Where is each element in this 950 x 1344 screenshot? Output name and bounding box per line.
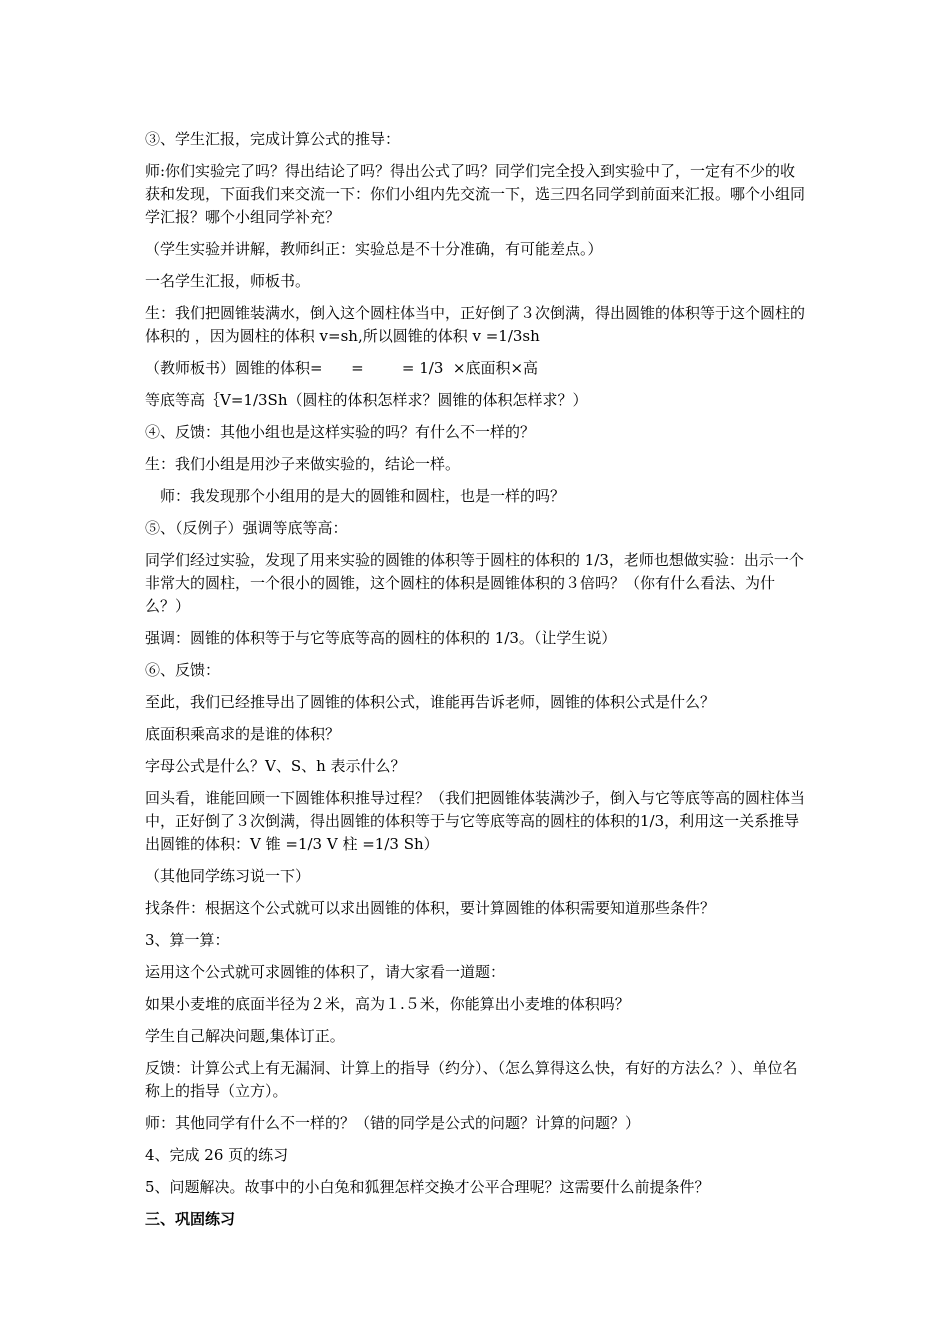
- paragraph-equal-base-height: 等底等高｛V=1/3Sh（圆柱的体积怎样求？圆锥的体积怎样求？）: [145, 391, 588, 409]
- paragraph-sand-experiment: 生：我们小组是用沙子来做实验的，结论一样。: [145, 455, 461, 473]
- paragraph-exercise-page: 4、完成 26 页的练习: [145, 1146, 289, 1164]
- paragraph-board-writing: 一名学生汇报，师板书。: [145, 272, 311, 290]
- paragraph-experiment-note: （学生实验并讲解，教师纠正：实验总是不十分准确，有可能差点。）: [145, 240, 603, 258]
- document-body: [145, 128, 805, 1240]
- paragraph-feedback-calc: 反馈：计算公式上有无漏洞、计算上的指导（约分）、（怎么算得这么快，有好的方法么？）、单位名称上的指导（立方）。: [145, 1059, 798, 1100]
- paragraph-self-solve: 学生自己解决问题,集体订正。: [145, 1027, 345, 1045]
- paragraph-problem-solving: 5、问题解决。故事中的小白兔和狐狸怎样交换才公平合理呢？这需要什么前提条件？: [145, 1178, 710, 1196]
- section-heading-feedback: ④、反馈：其他小组也是这样实验的吗？有什么不一样的？: [145, 423, 536, 441]
- paragraph-formula-board: （教师板书）圆锥的体积= = = 1/3 ×底面积×高: [145, 359, 539, 377]
- section-heading-calculate: 3、算一算：: [145, 931, 230, 949]
- paragraph-apply-formula: 运用这个公式就可求圆锥的体积了，请大家看一道题：: [145, 963, 506, 981]
- paragraph-teacher-observation: 师：我发现那个小组用的是大的圆锥和圆柱，也是一样的吗？: [160, 487, 566, 505]
- paragraph-letter-formula: 字母公式是什么？V、S、h 表示什么？: [145, 757, 406, 775]
- paragraph-counterexample: 同学们经过实验，发现了用来实验的圆锥的体积等于圆柱的体积的 1/3，老师也想做实验：出示一个非常大的圆柱，一个很小的圆锥，这个圆柱的体积是圆锥体积的３倍吗？（你有什么看法、为什么？）: [145, 551, 804, 615]
- paragraph-review: 回头看，谁能回顾一下圆锥体积推导过程？（我们把圆锥体装满沙子，倒入与它等底等高的圆柱体当中，正好倒了３次倒满，得出圆锥的体积等于与它等底等高的圆柱的体积的1/3，利用这一关系推导出圆锥的体积：V 锥 =1/3 V 柱 =1/3 Sh）: [145, 789, 806, 853]
- paragraph-teacher-question: 师:你们实验完了吗？得出结论了吗？得出公式了吗？同学们完全投入到实验中了，一定有不少的收获和发现，下面我们来交流一下：你们小组内先交流一下，选三四名同学到前面来汇报。哪个小组同学汇报？哪个小组同学补充？: [145, 162, 806, 226]
- paragraph-practice-say: （其他同学练习说一下）: [145, 867, 311, 885]
- paragraph-student-answer: 生：我们把圆锥装满水，倒入这个圆柱体当中，正好倒了３次倒满，得出圆锥的体积等于这个圆柱的体积的 ，因为圆柱的体积 v=sh,所以圆锥的体积 v =1/3sh: [145, 304, 806, 345]
- section-heading-consolidation: 三、巩固练习: [145, 1210, 236, 1228]
- paragraph-formula-question: 至此，我们已经推导出了圆锥的体积公式，谁能再告诉老师，圆锥的体积公式是什么？: [145, 693, 716, 711]
- section-heading-feedback-2: ⑥、反馈：: [145, 661, 221, 679]
- paragraph-find-conditions: 找条件：根据这个公式就可以求出圆锥的体积，要计算圆锥的体积需要知道那些条件？: [145, 899, 716, 917]
- paragraph-teacher-different: 师：其他同学有什么不一样的？（错的同学是公式的问题？计算的问题？）: [145, 1114, 641, 1132]
- paragraph-emphasis: 强调：圆锥的体积等于与它等底等高的圆柱的体积的 1/3。（让学生说）: [145, 629, 617, 647]
- paragraph-base-area-question: 底面积乘高求的是谁的体积？: [145, 725, 341, 743]
- section-heading-counterexample: ⑤、（反例子）强调等底等高：: [145, 519, 348, 537]
- paragraph-wheat-problem: 如果小麦堆的底面半径为２米，高为１.５米，你能算出小麦堆的体积吗？: [145, 995, 630, 1013]
- section-heading-student-report: ③、学生汇报，完成计算公式的推导：: [145, 130, 401, 148]
